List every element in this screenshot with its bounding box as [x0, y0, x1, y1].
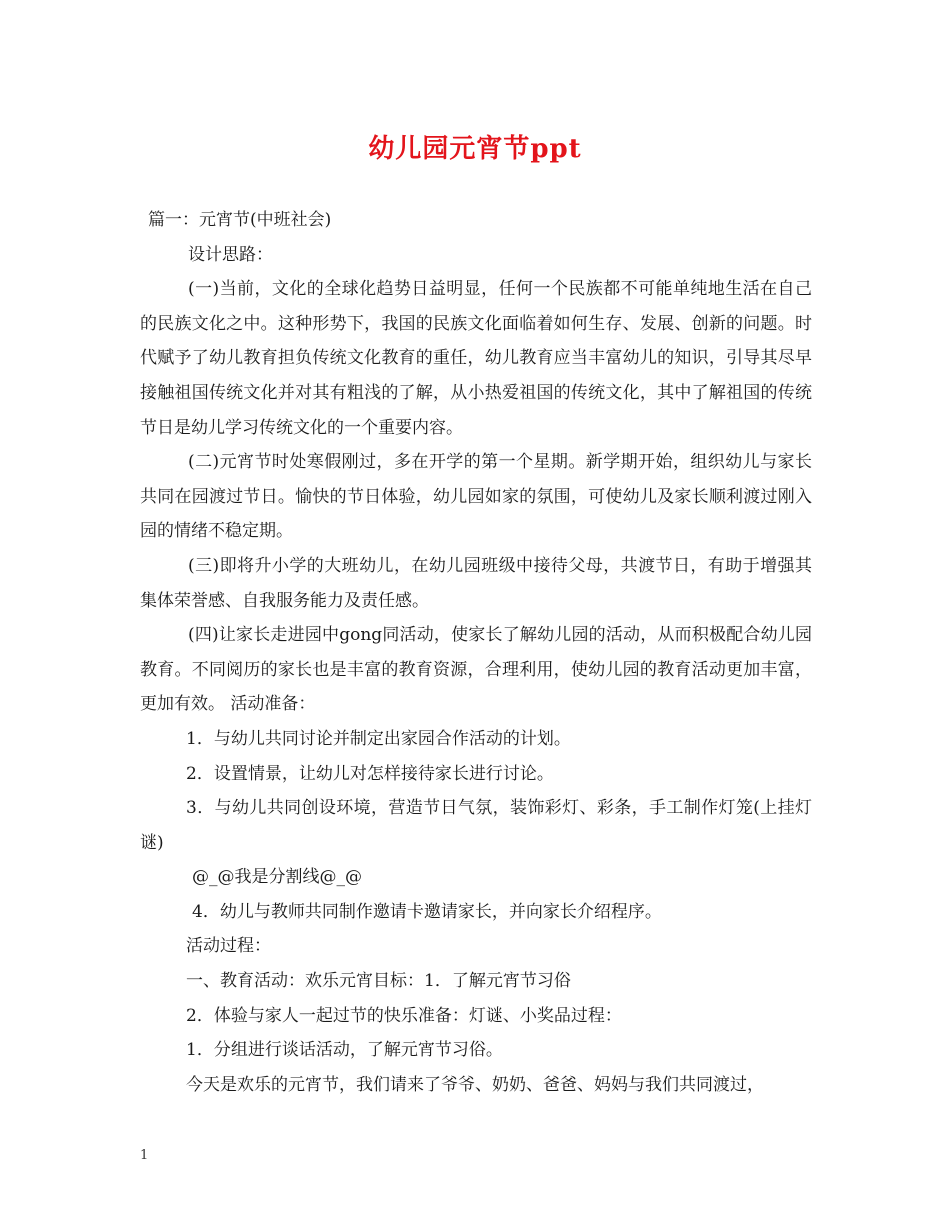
subheading-activity-process: 活动过程： — [186, 936, 271, 957]
paragraph-3: (三)即将升小学的大班幼儿，在幼儿园班级中接待父母，共渡节日，有助于增强其集体荣誉感、自我服务能力及责任感。 — [140, 555, 812, 611]
list-item: 1．与幼儿共同讨论并制定出家园合作活动的计划。 — [186, 728, 571, 749]
page-number: 1 — [140, 1148, 149, 1163]
section-heading: 篇一：元宵节(中班社会) — [148, 210, 332, 230]
document-body — [140, 203, 812, 1102]
list-item: 3．与幼儿共同创设环境，营造节日气氛，装饰彩灯、彩条，手工制作灯笼(上挂灯谜) — [140, 798, 812, 853]
paragraph-2: (二)元宵节时处寒假刚过，多在开学的第一个星期。新学期开始，组织幼儿与家长共同在园渡过节日。愉快的节日体验，幼儿园如家的氛围，可使幼儿及家长顺利渡过刚入园的情绪不稳定期。 — [140, 452, 812, 542]
list-item: 2．体验与家人一起过节的快乐准备：灯谜、小奖品过程： — [186, 1005, 622, 1026]
separator-line: @_@我是分割线@_@ — [192, 867, 362, 888]
paragraph-4: (四)让家长走进园中gong同活动，使家长了解幼儿园的活动，从而积极配合幼儿园教育。不同阅历的家长也是丰富的教育资源，合理利用，使幼儿园的教育活动更加丰富，更加有效。 活动准备： — [140, 625, 812, 715]
list-item: 2．设置情景，让幼儿对怎样接待家长进行讨论。 — [186, 763, 554, 784]
document-title: 幼儿园元宵节ppt — [368, 134, 582, 164]
list-item: 一、教育活动：欢乐元宵目标：1．了解元宵节习俗 — [186, 971, 571, 992]
paragraph-1: (一)当前，文化的全球化趋势日益明显，任何一个民族都不可能单纯地生活在自己的民族文化之中。这种形势下，我国的民族文化面临着如何生存、发展、创新的问题。时代赋予了幼儿教育担负传统文化教育的重任，幼儿教育应当丰富幼儿的知识，引导其尽早接触祖国传统文化并对其有粗浅的了解，从小热爱祖国的传统文化，其中了解祖国的传统节日是幼儿学习传统文化的一个重要内容。 — [140, 279, 812, 438]
subheading-design-idea: 设计思路： — [188, 244, 273, 265]
paragraph-5: 今天是欢乐的元宵节，我们请来了爷爷、奶奶、爸爸、妈妈与我们共同渡过， — [186, 1074, 764, 1095]
list-item: 4．幼儿与教师共同制作邀请卡邀请家长，并向家长介绍程序。 — [192, 901, 662, 922]
list-item: 1．分组进行谈话活动，了解元宵节习俗。 — [186, 1040, 503, 1061]
